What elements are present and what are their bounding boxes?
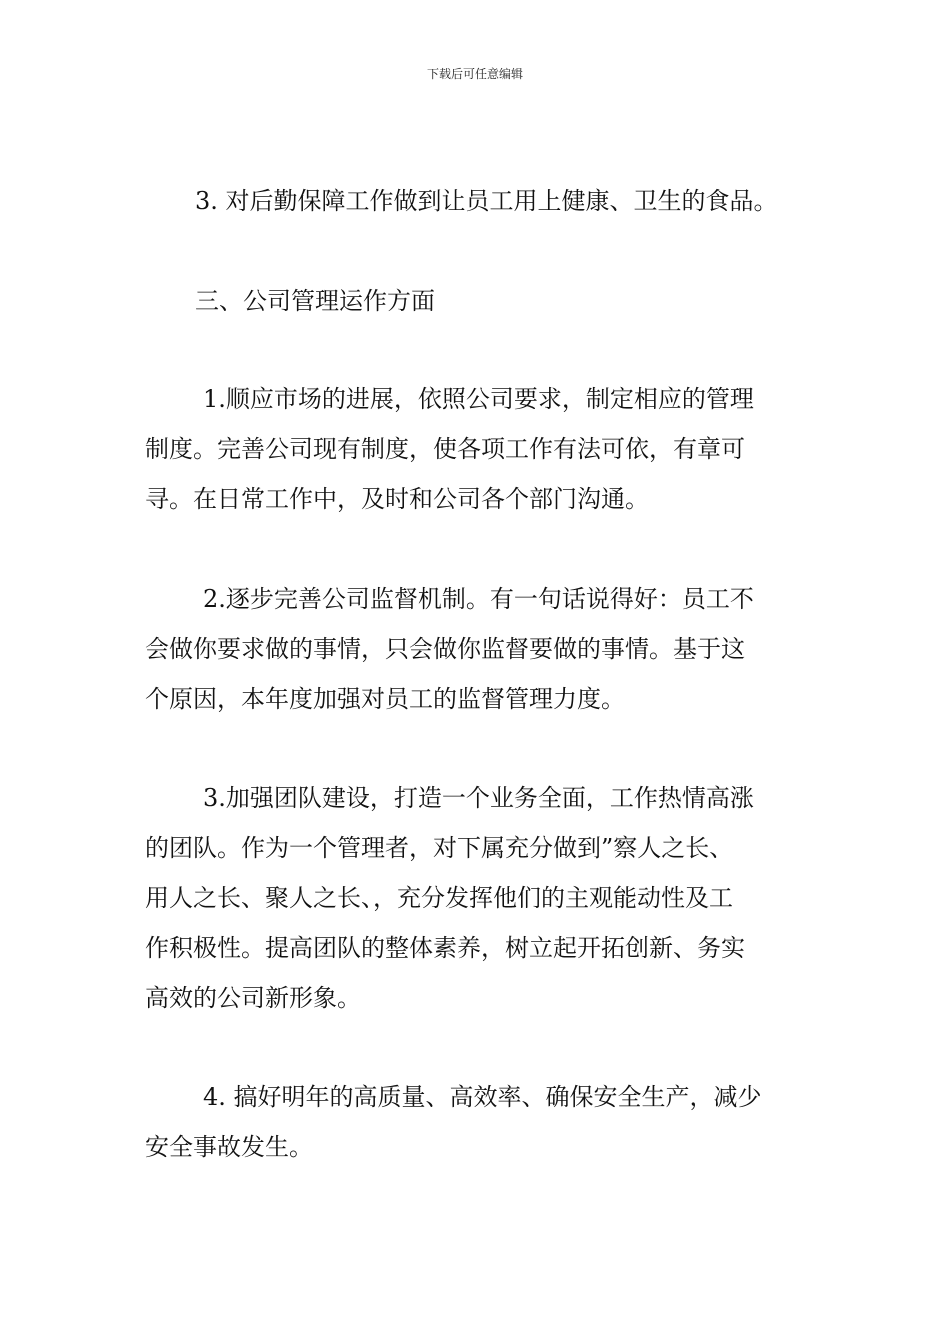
paragraph-item-4 [145, 1072, 810, 1172]
paragraph-line: 作积极性。提高团队的整体素养，树立起开拓创新、务实 [145, 934, 745, 962]
paragraph-item-3 [145, 773, 810, 1023]
paragraph-line: 寻。在日常工作中，及时和公司各个部门沟通。 [145, 485, 649, 513]
paragraph-line: 的团队。作为一个管理者，对下属充分做到”察人之长、 [145, 834, 734, 862]
section-heading [145, 276, 810, 326]
paragraph-line: 用人之长、聚人之长、，充分发挥他们的主观能动性及工 [145, 884, 733, 912]
paragraph-line: 1.顺应市场的进展，依照公司要求，制定相应的管理 [203, 385, 754, 413]
paragraph-line: 会做你要求做的事情，只会做你监督要做的事情。基于这 [145, 635, 745, 663]
paragraph-item-1 [145, 374, 810, 524]
paragraph-line: 3. 对后勤保障工作做到让员工用上健康、卫生的食品。 [195, 187, 778, 215]
paragraph-line: 高效的公司新形象。 [145, 984, 361, 1012]
page-header: 下载后可任意编辑 [426, 67, 523, 81]
paragraph-line: 2.逐步完善公司监督机制。有一句话说得好：员工不 [203, 585, 754, 613]
paragraph-item-2 [145, 574, 810, 724]
paragraph-line: 制度。完善公司现有制度，使各项工作有法可依，有章可 [145, 435, 745, 463]
section-heading-text: 三、公司管理运作方面 [195, 287, 435, 315]
paragraph-line: 个原因，本年度加强对员工的监督管理力度。 [145, 685, 625, 713]
paragraph-line: 安全事故发生。 [145, 1133, 313, 1161]
paragraph-logistics [145, 176, 810, 226]
paragraph-line: 3.加强团队建设，打造一个业务全面，工作热情高涨 [203, 784, 754, 812]
paragraph-line: 4. 搞好明年的高质量、高效率、确保安全生产，减少 [203, 1083, 762, 1111]
